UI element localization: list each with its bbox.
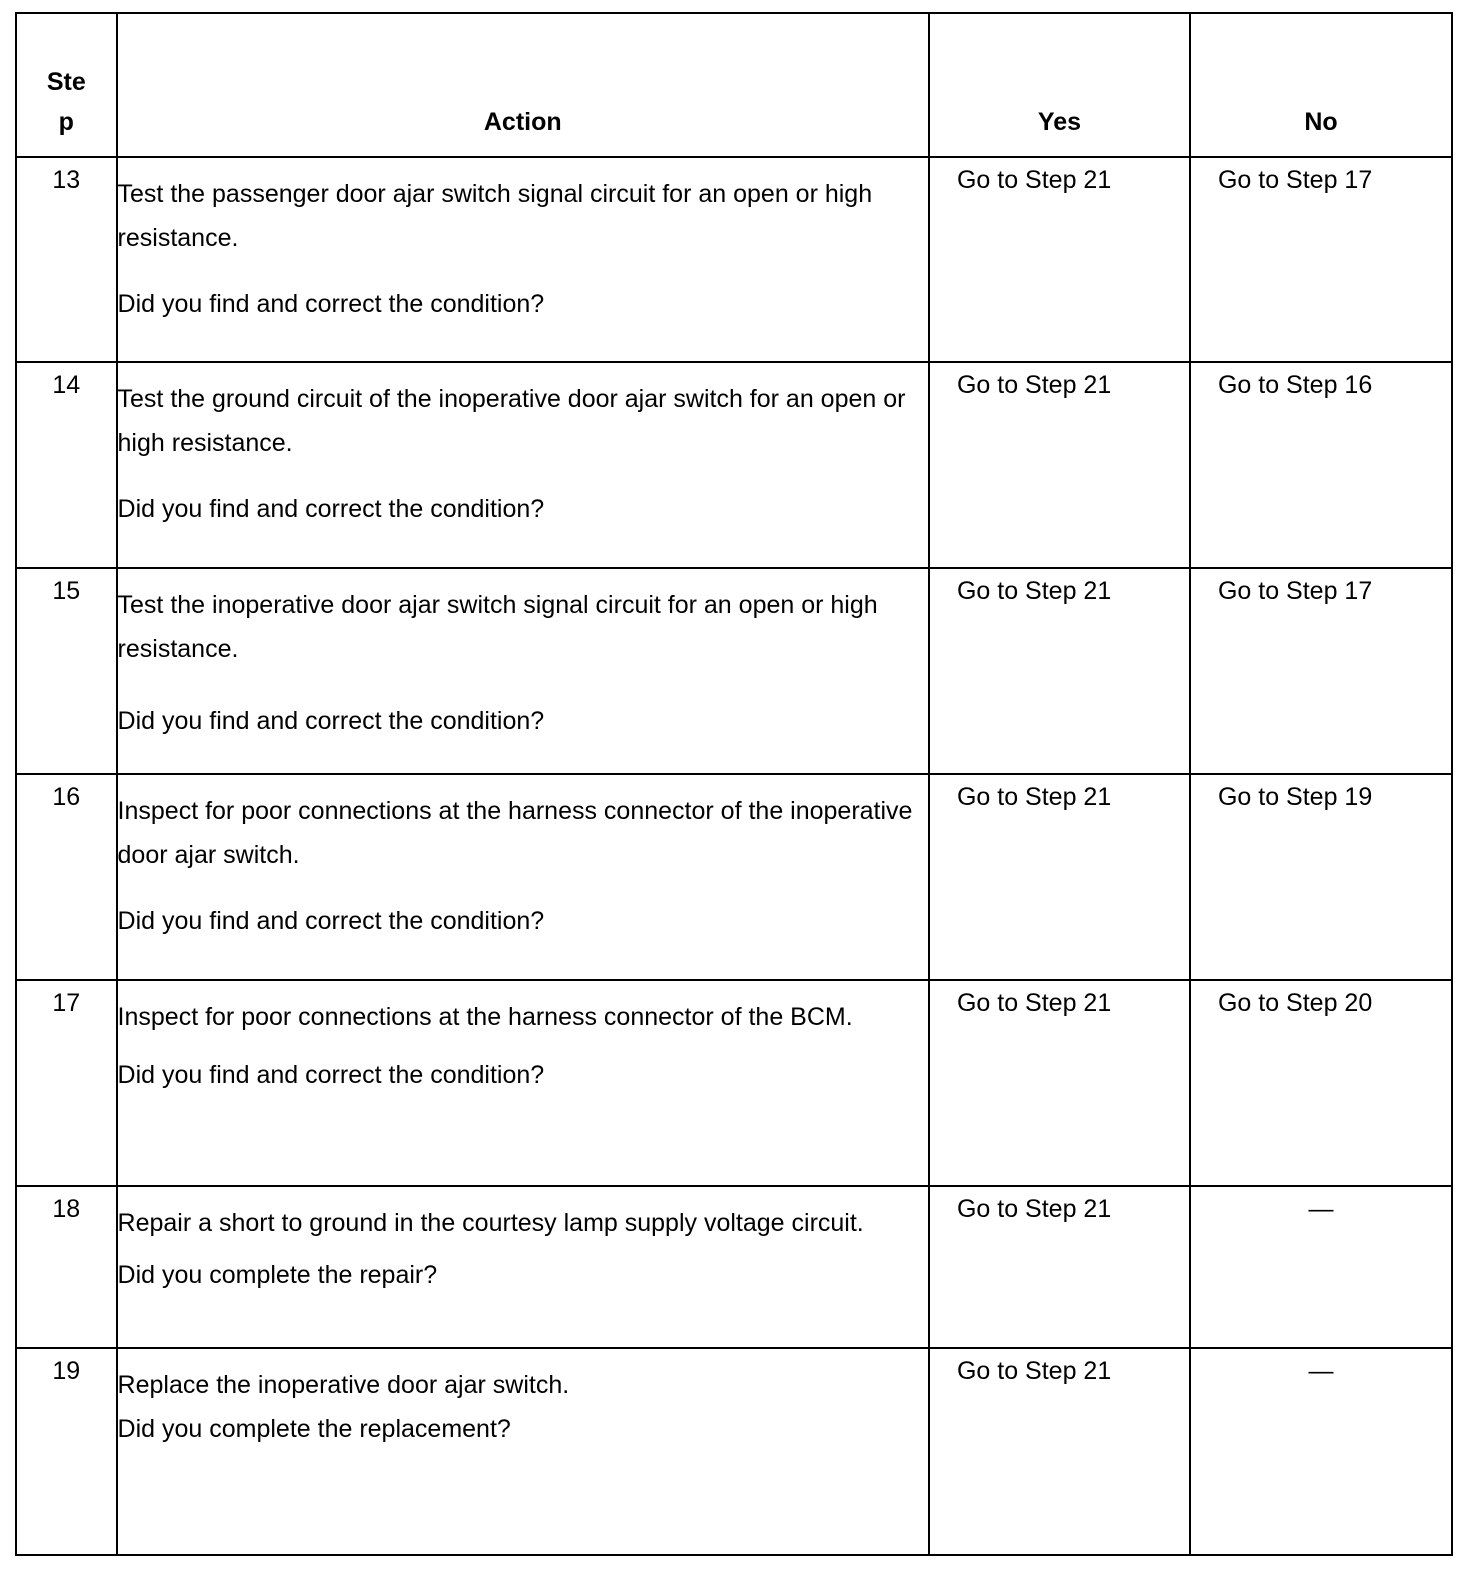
yes-cell bbox=[929, 568, 1190, 774]
action-description: Test the passenger door ajar switch signal circuit for an open or high resistance. bbox=[117, 180, 873, 252]
yes-cell bbox=[929, 1186, 1190, 1348]
header-yes-label: Yes bbox=[1037, 108, 1082, 136]
step-number: 19 bbox=[16, 1348, 117, 1555]
table-header-row bbox=[16, 13, 1452, 157]
yes-result: Go to Step 21 bbox=[956, 371, 1112, 399]
yes-cell bbox=[929, 980, 1190, 1186]
no-result: Go to Step 19 bbox=[1217, 783, 1373, 811]
no-result: Go to Step 17 bbox=[1217, 577, 1373, 605]
yes-result: Go to Step 21 bbox=[956, 577, 1112, 605]
no-cell bbox=[1190, 774, 1452, 980]
no-cell bbox=[1190, 568, 1452, 774]
action-cell bbox=[117, 157, 929, 362]
action-description: Inspect for poor connections at the harness connector of the inoperative door ajar switch. bbox=[117, 797, 913, 869]
header-no-label: No bbox=[1304, 108, 1338, 136]
diagnostic-table bbox=[15, 12, 1453, 1556]
action-question: Did you find and correct the condition? bbox=[117, 495, 545, 523]
yes-result: Go to Step 21 bbox=[956, 166, 1112, 194]
table-row bbox=[16, 774, 1452, 980]
no-cell: — bbox=[1190, 1186, 1452, 1348]
no-cell bbox=[1190, 157, 1452, 362]
table-row bbox=[16, 568, 1452, 774]
table-row bbox=[16, 980, 1452, 1186]
no-result: Go to Step 17 bbox=[1217, 166, 1373, 194]
table-row bbox=[16, 1348, 1452, 1555]
step-number: 17 bbox=[16, 980, 117, 1186]
table-row bbox=[16, 362, 1452, 568]
action-description: Inspect for poor connections at the harness connector of the BCM. bbox=[117, 1003, 853, 1031]
action-cell bbox=[117, 1186, 929, 1348]
yes-result: Go to Step 21 bbox=[956, 1357, 1112, 1385]
action-description: Test the ground circuit of the inoperative door ajar switch for an open or high resistance. bbox=[117, 385, 906, 457]
no-cell bbox=[1190, 980, 1452, 1186]
no-result: Go to Step 16 bbox=[1217, 371, 1373, 399]
action-question: Did you find and correct the condition? bbox=[117, 707, 545, 735]
action-cell bbox=[117, 980, 929, 1186]
header-yes bbox=[929, 13, 1190, 157]
yes-result: Go to Step 21 bbox=[956, 989, 1112, 1017]
no-cell: — bbox=[1190, 1348, 1452, 1555]
step-number: 14 bbox=[16, 362, 117, 568]
no-cell bbox=[1190, 362, 1452, 568]
header-step-label: Step bbox=[46, 68, 86, 136]
yes-cell bbox=[929, 774, 1190, 980]
header-action-label: Action bbox=[483, 108, 562, 136]
header-no bbox=[1190, 13, 1452, 157]
yes-cell bbox=[929, 1348, 1190, 1555]
action-question: Did you complete the repair? bbox=[117, 1261, 438, 1289]
action-description: Test the inoperative door ajar switch signal circuit for an open or high resistance. bbox=[117, 591, 878, 663]
action-cell bbox=[117, 362, 929, 568]
header-step bbox=[16, 13, 117, 157]
yes-result: Go to Step 21 bbox=[956, 783, 1112, 811]
yes-result: Go to Step 21 bbox=[956, 1195, 1112, 1223]
yes-cell bbox=[929, 157, 1190, 362]
action-question: Did you find and correct the condition? bbox=[117, 1061, 545, 1089]
header-action bbox=[117, 13, 929, 157]
yes-cell bbox=[929, 362, 1190, 568]
action-cell bbox=[117, 1348, 929, 1555]
action-description: Replace the inoperative door ajar switch. bbox=[117, 1371, 570, 1399]
action-cell bbox=[117, 568, 929, 774]
no-result: Go to Step 20 bbox=[1217, 989, 1373, 1017]
action-description: Repair a short to ground in the courtesy lamp supply voltage circuit. bbox=[117, 1209, 864, 1237]
action-question: Did you find and correct the condition? bbox=[117, 907, 545, 935]
step-number: 18 bbox=[16, 1186, 117, 1348]
table-row bbox=[16, 1186, 1452, 1348]
table-row bbox=[16, 157, 1452, 362]
step-number: 16 bbox=[16, 774, 117, 980]
action-question: Did you complete the replacement? bbox=[117, 1415, 511, 1443]
step-number: 15 bbox=[16, 568, 117, 774]
action-cell bbox=[117, 774, 929, 980]
step-number: 13 bbox=[16, 157, 117, 362]
action-question: Did you find and correct the condition? bbox=[117, 290, 545, 318]
